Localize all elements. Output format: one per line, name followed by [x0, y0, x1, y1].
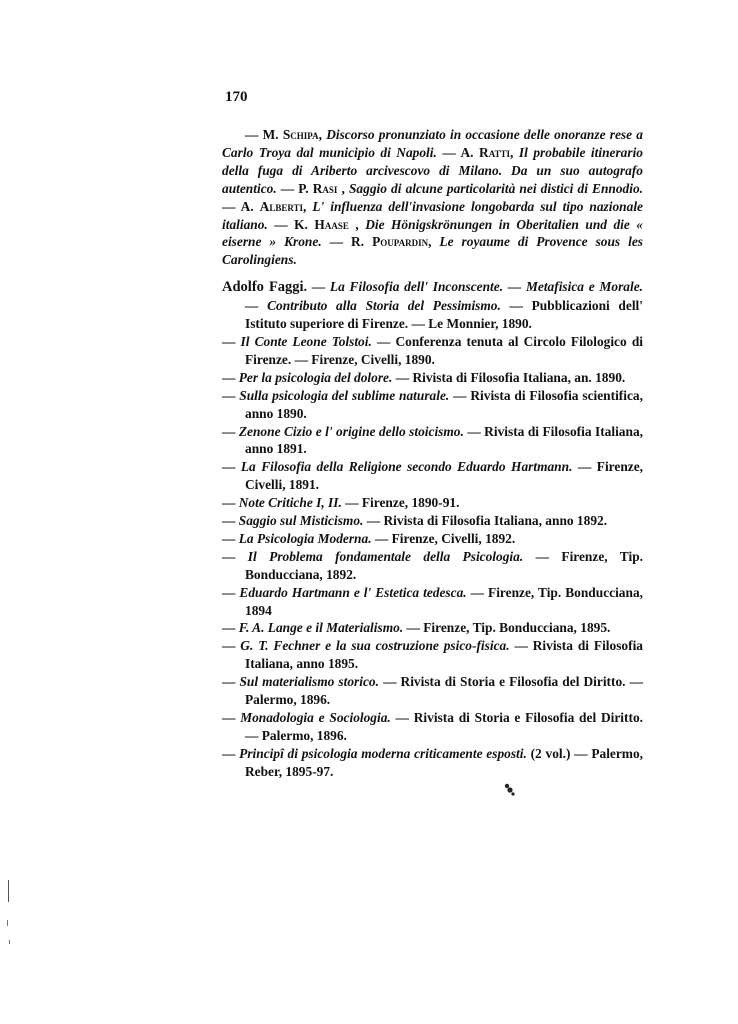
bibliography-entry	[222, 673, 643, 709]
entry-text: —	[222, 495, 239, 511]
bibliography-entry	[222, 278, 643, 333]
entry-text: — Firenze, Tip. Bonducciana, 1894	[245, 584, 643, 618]
entry-text: —	[222, 423, 239, 439]
entry-text: —	[222, 369, 239, 385]
author-surname: Poupardin	[372, 234, 429, 250]
entry-text: —	[222, 530, 239, 546]
entry-text: — Conferenza tenuta al Circolo Filologico di Firenze. — Firenze, Civelli, 1890.	[245, 333, 643, 367]
entry-text: — Firenze, Tip. Bonducciana, 1892.	[245, 548, 643, 582]
intro-text: ,	[510, 144, 519, 160]
bibliography-entry	[222, 745, 643, 781]
bibliography-entry	[222, 458, 643, 494]
bibliography-entry	[222, 369, 643, 387]
entry-text: — Rivista di Filosofia Italiana, an. 1890.	[392, 369, 626, 385]
intro-text: ,	[303, 198, 313, 214]
intro-text: — A.	[436, 144, 480, 160]
intro-text: — K.	[267, 216, 315, 232]
entry-text: — Rivista di Storia e Filosofia del Diritto. — Palermo, 1896.	[245, 674, 643, 708]
author-surname: Alberti	[259, 198, 304, 214]
author-surname: Ratti	[479, 144, 511, 160]
entry-text: —	[222, 710, 241, 725]
work-title: Saggio sul Misticismo.	[238, 513, 364, 529]
author-surname: Rasi	[312, 180, 338, 196]
intro-text: ,	[428, 234, 440, 250]
entry-text: — Firenze, Civelli, 1891.	[245, 459, 643, 493]
work-title: Saggio di alcune particolarità nei distici di Ennodio.	[348, 180, 644, 196]
intro-text: — R.	[321, 234, 373, 250]
page-number: 170	[225, 89, 248, 105]
entry-text: —	[222, 745, 240, 761]
work-title: Le royaume di Provence sous les Carolingiens.	[222, 234, 644, 268]
work-title: Il Conte Leone Tolstoi.	[240, 333, 372, 349]
work-title: La Filosofia dell' Inconscente. — Metafisica e Morale. — Contributo alla Storia del Pessimismo.	[245, 279, 644, 314]
author-name: Adolfo Faggi	[222, 279, 304, 296]
work-title: F. A. Lange e il Materialismo.	[238, 620, 404, 636]
bibliography-entry	[222, 709, 643, 745]
entry-text: —	[222, 333, 241, 349]
intro-text: — M.	[245, 127, 283, 142]
work-title: La Psicologia Moderna.	[238, 530, 372, 546]
work-title: Sulla psicologia del sublime naturale.	[239, 387, 450, 403]
bibliography-entry	[222, 637, 643, 673]
ink-blot	[503, 783, 515, 797]
work-title: Discorso pronunziato in occasione delle onoranze rese a Carlo Troya dal municipio di Napoli.	[222, 127, 643, 160]
entry-text: —	[222, 620, 239, 636]
author-surname: Haase	[314, 216, 349, 232]
intro-paragraph	[222, 126, 643, 269]
bibliography-entry	[222, 512, 643, 530]
entry-text: — Pubblicazioni dell' Istituto superiore di Firenze. — Le Monnier, 1890.	[245, 298, 643, 332]
entry-text: — Firenze, Tip. Bonducciana, 1895.	[403, 620, 611, 636]
bibliography-entry	[222, 530, 643, 548]
work-title: Die Hönigskrönungen in Oberitalien und die « eiserne » Krone.	[222, 216, 643, 250]
entry-text: . —	[303, 279, 330, 295]
entry-text: — Rivista di Filosofia scientifica, anno 1890.	[245, 387, 643, 421]
bibliography-column	[222, 126, 643, 781]
entry-text: — Firenze, Civelli, 1892.	[371, 530, 516, 546]
work-title: Monadologia e Sociologia.	[240, 710, 391, 725]
intro-text: ,	[348, 216, 366, 232]
work-title: Zenone Cizio e l' origine dello stoicismo.	[238, 423, 464, 439]
scan-edge-marks	[4, 880, 14, 960]
entry-text: (2 vol.) — Palermo, Reber, 1895-97.	[245, 745, 643, 779]
bibliography-entry	[222, 619, 643, 637]
entry-text: — Rivista di Filosofia Italiana, anno 1892.	[363, 513, 608, 529]
work-title: Il probabile itinerario della fuga di Ariberto arcivescovo di Milano. Da un suo autografo autentico.	[222, 144, 643, 196]
intro-text: ,	[337, 180, 349, 196]
work-title: Note Critiche I, II.	[238, 495, 342, 511]
entry-text: —	[222, 674, 240, 690]
entry-text: — Rivista di Storia e Filosofia del Diritto. — Palermo, 1896.	[245, 710, 643, 743]
entry-text: — Rivista di Filosofia Italiana, anno 1891.	[245, 423, 643, 457]
work-title: L' influenza dell'invasione longobarda sul tipo nazionale italiano.	[222, 198, 643, 232]
entry-text: — Rivista di Filosofia Italiana, anno 1895.	[245, 638, 643, 672]
bibliography-entry	[222, 548, 643, 584]
entry-text: —	[222, 459, 241, 475]
work-title: Per la psicologia del dolore.	[238, 369, 393, 385]
bibliography-entry	[222, 387, 643, 423]
work-title: La Filosofia della Religione secondo Eduardo Hartmann.	[240, 459, 573, 475]
author-surname: Schipa	[282, 127, 319, 142]
bibliography-entry	[222, 423, 643, 459]
work-title: Il Problema fondamentale della Psicologia.	[247, 548, 524, 564]
bibliography-entry	[222, 584, 643, 620]
entry-text: —	[222, 548, 248, 564]
entry-text: —	[222, 513, 239, 529]
intro-text: ,	[318, 127, 327, 142]
bibliography-entry	[222, 333, 643, 369]
work-title: Sul materialismo storico.	[239, 674, 379, 690]
work-title: G. T. Fechner e la sua costruzione psico-fisica.	[240, 638, 510, 654]
intro-text: — A.	[222, 198, 260, 214]
bibliography-entries	[222, 278, 643, 780]
entry-text: —	[222, 638, 241, 654]
intro-text: — P.	[276, 180, 313, 196]
entry-text: — Firenze, 1890-91.	[341, 495, 460, 511]
entry-text: —	[222, 387, 240, 403]
entry-text: —	[222, 584, 240, 600]
work-title: Eduardo Hartmann e l' Estetica tedesca.	[239, 584, 467, 600]
work-title: Principî di psicologia moderna criticamente esposti.	[239, 745, 527, 761]
bibliography-entry	[222, 494, 643, 512]
